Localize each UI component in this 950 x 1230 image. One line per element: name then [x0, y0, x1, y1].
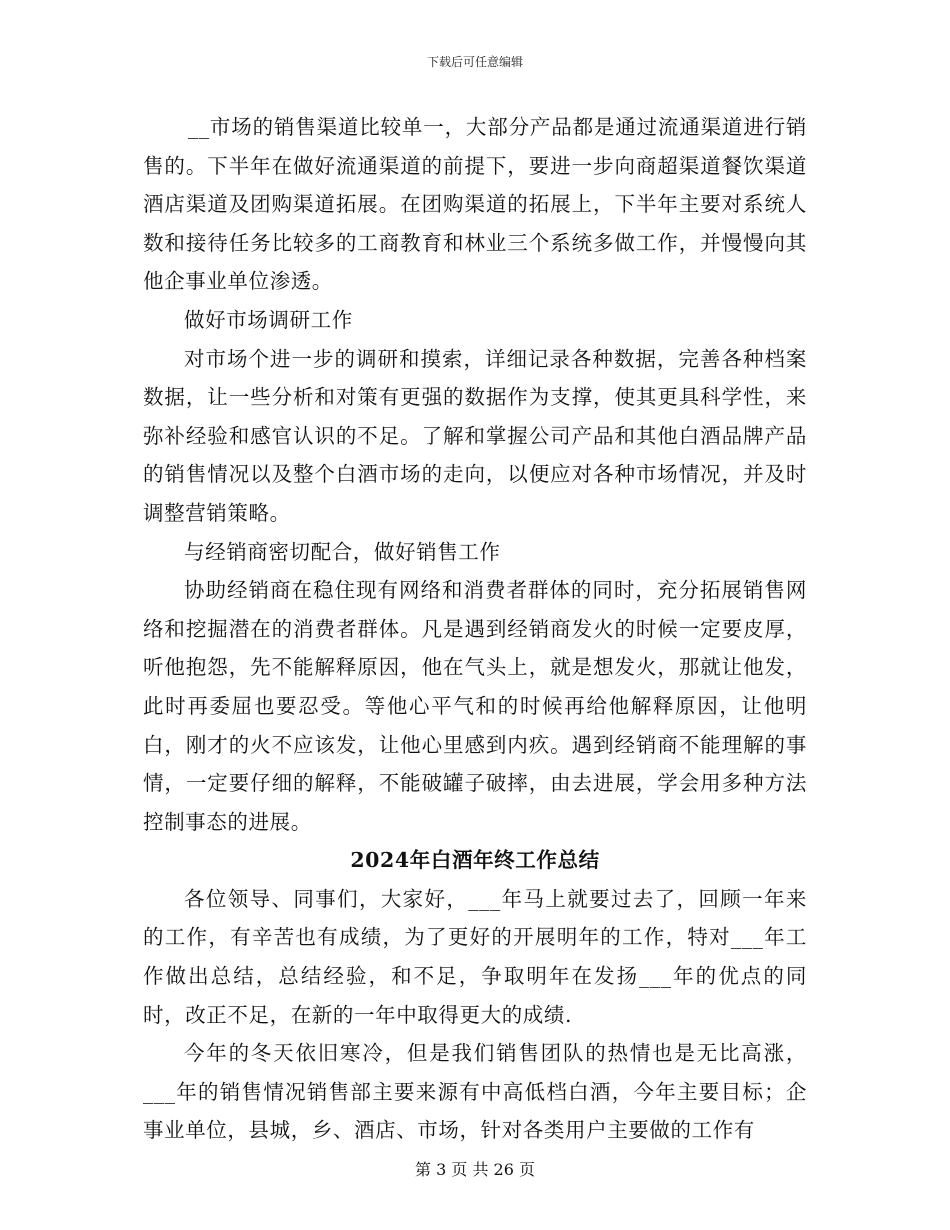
paragraph-sales-channels: __市场的销售渠道比较单一，大部分产品都是通过流通渠道进行销售的。下半年在做好流通渠道的前提下，要进一步向商超渠道餐饮渠道酒店渠道及团购渠道拓展。在团购渠道的拓展上，下半年主要对系统人数和接待任务比较多的工商教育和林业三个系统多做工作，并慢慢向其他企事业单位渗透。	[143, 115, 807, 294]
paragraph-market-research: 对市场个进一步的调研和摸索，详细记录各种数据，完善各种档案数据，让一些分析和对策有更强的数据作为支撑，使其更具科学性，来弥补经验和感官认识的不足。了解和掌握公司产品和其他白酒品牌产品的销售情况以及整个白酒市场的走向，以便应对各种市场情况，并及时调整营销策略。	[143, 346, 807, 525]
heading-market-research: 做好市场调研工作	[184, 307, 353, 332]
heading-distributor-cooperation: 与经销商密切配合，做好销售工作	[184, 539, 501, 564]
paragraph-distributor-cooperation: 协助经销商在稳住现有网络和消费者群体的同时，充分拓展销售网络和挖掘潜在的消费者群体。凡是遇到经销商发火的时候一定要皮厚，听他抱怨，先不能解释原因，他在气头上，就是想发火，那就让他发，此时再委屈也要忍受。等他心平气和的时候再给他解释原因，让他明白，刚才的火不应该发，让他心里感到内疚。遇到经销商不能理解的事情，一定要仔细的解释，不能破罐子破摔，由去进展，学会用多种方法控制事态的进展。	[143, 578, 807, 834]
page-header: 下载后可任意编辑	[426, 55, 523, 69]
paragraph-sales-summary: 今年的冬天依旧寒冷，但是我们销售团队的热情也是无比高涨，___年的销售情况销售部主要来源有中高低档白酒，今年主要目标；企事业单位，县城，乡、酒店、市场，针对各类用户主要做的工作有	[143, 1041, 807, 1143]
paragraph-greeting: 各位领导、同事们，大家好，___年马上就要过去了，回顾一年来的工作，有辛苦也有成绩，为了更好的开展明年的工作，特对___年工作做出总结，总结经验，和不足，争取明年在发扬___年的优点的同时，改正不足，在新的一年中取得更大的成绩.	[143, 886, 807, 1027]
document-body	[143, 108, 807, 1150]
document-title: 2024年白酒年终工作总结	[350, 848, 600, 873]
page-number: 第 3 页 共 26 页	[415, 1160, 535, 1179]
